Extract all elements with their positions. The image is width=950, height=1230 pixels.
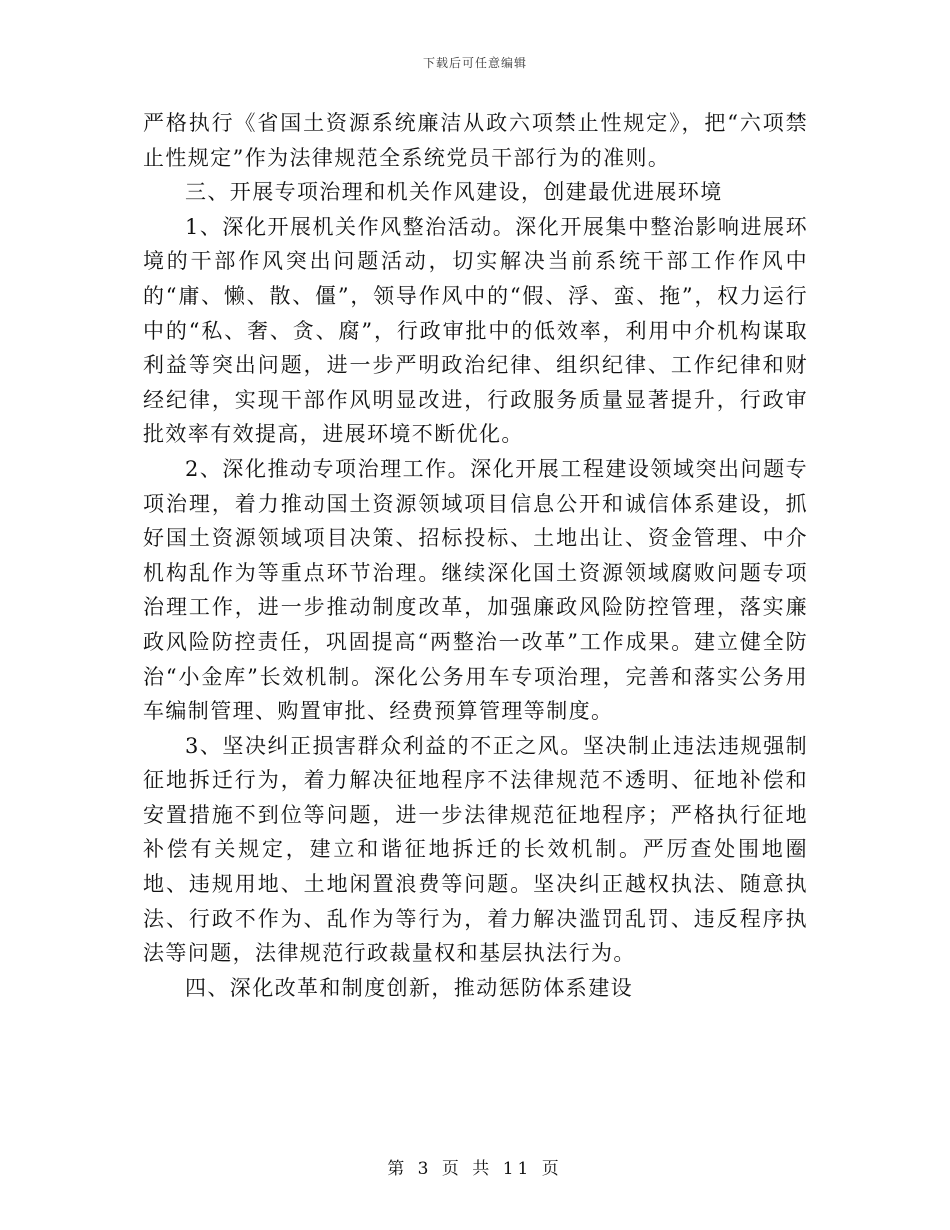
paragraph-item-2: 2、深化推动专项治理工作。深化开展工程建设领域突出问题专项治理，着力推动国土资源领域项目信息公开和诚信体系建设，抓好国土资源领域项目决策、招标投标、土地出让、资金管理、中介机构乱作为等重点环节治理。继续深化国土资源领域腐败问题专项治理工作，进一步推动制度改革，加强廉政风险防控管理，落实廉政风险防控责任，巩固提高“两整治一改革”工作成果。建立健全防治“小金库”长效机制。深化公务用车专项治理，完善和落实公务用车编制管理、购置审批、经费预算管理等制度。 — [143, 456, 808, 724]
page-number-footer: 第 3 页 共 11 页 — [387, 1159, 563, 1179]
section-heading-four: 四、深化改革和制度创新，推动惩防体系建设 — [185, 975, 633, 1000]
page-header: 下载后可任意编辑 — [422, 56, 527, 70]
section-heading-three: 三、开展专项治理和机关作风建设，创建最优进展环境 — [185, 180, 723, 205]
document-body — [143, 106, 808, 1005]
paragraph-item-1: 1、深化开展机关作风整治活动。深化开展集中整治影响进展环境的干部作风突出问题活动，切实解决当前系统干部工作作风中的“庸、懒、散、僵”，领导作风中的“假、浮、蛮、拖”，权力运行中的“私、奢、贪、腐”，行政审批中的低效率，利用中介机构谋取利益等突出问题，进一步严明政治纪律、组织纪律、工作纪律和财经纪律，实现干部作风明显改进，行政服务质量显著提升，行政审批效率有效提高，进展环境不断优化。 — [143, 214, 808, 447]
paragraph-continuation: 严格执行《省国土资源系统廉洁从政六项禁止性规定》，把“六项禁止性规定”作为法律规范全系统党员干部行为的准则。 — [143, 111, 808, 170]
paragraph-item-3: 3、坚决纠正损害群众利益的不正之风。坚决制止违法违规强制征地拆迁行为，着力解决征地程序不法律规范不透明、征地补偿和安置措施不到位等问题，进一步法律规范征地程序；严格执行征地补偿有关规定，建立和谐征地拆迁的长效机制。严厉查处围地圈地、违规用地、土地闲置浪费等问题。坚决纠正越权执法、随意执法、行政不作为、乱作为等行为，着力解决滥罚乱罚、违反程序执法等问题，法律规范行政裁量权和基层执法行为。 — [143, 733, 808, 966]
